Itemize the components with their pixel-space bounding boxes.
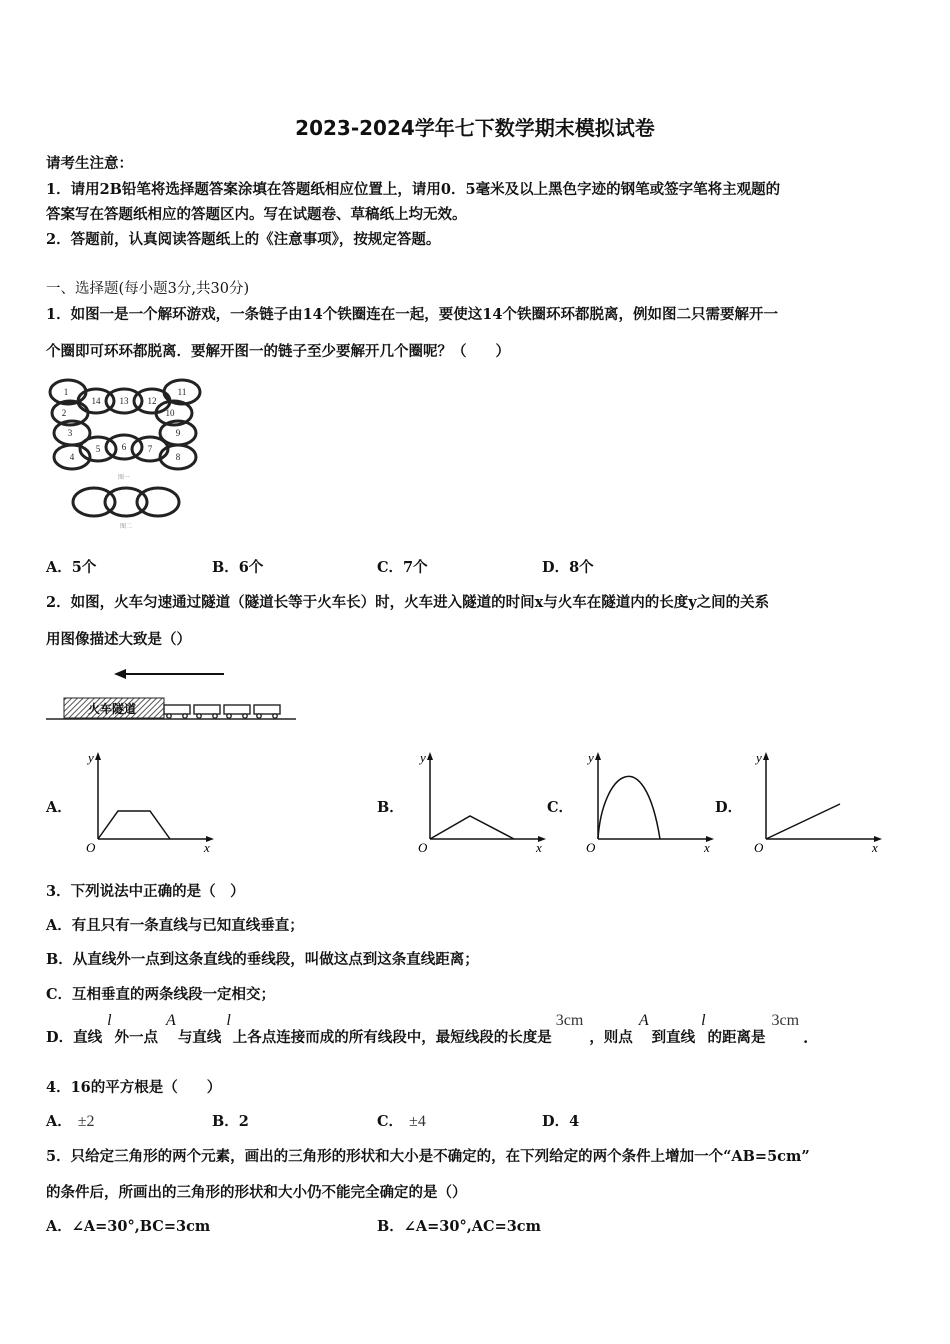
q5-option-b[interactable]: B．∠A=30°,AC=3cm — [377, 1218, 541, 1235]
q4-option-d[interactable]: D．4 — [542, 1113, 580, 1130]
ring-number: 11 — [177, 387, 187, 397]
ring-number: 3 — [67, 428, 73, 438]
q2-option-b-label[interactable]: B． — [377, 799, 404, 816]
q1-option-b[interactable]: B．6个 — [212, 559, 264, 576]
notice-line-2: 答案写在答题纸相应的答题区内。写在试题卷、草稿纸上均无效。 — [46, 206, 467, 223]
q4-option-a[interactable] — [46, 1110, 95, 1131]
axis-y-label: y — [420, 750, 426, 765]
axis-y-label: y — [88, 750, 94, 765]
d-var-a: A — [166, 1012, 176, 1029]
d-value: 3cm — [771, 1012, 800, 1029]
ring-number: 1 — [63, 387, 69, 397]
q1-stem-line-2: 个圈即可环环都脱离．要解开图一的链子至少要解开几个圈呢？（ ） — [46, 343, 510, 360]
q3-option-a[interactable]: A．有且只有一条直线与已知直线垂直； — [46, 917, 304, 934]
origin-label: O — [754, 840, 764, 855]
origin-label: O — [418, 840, 428, 855]
tunnel-label: 火车隧道 — [87, 702, 137, 716]
axis-x-label: x — [704, 840, 710, 855]
q5-option-a[interactable]: A．∠A=30°,BC=3cm — [46, 1218, 211, 1235]
d-var-a: A — [638, 1012, 649, 1029]
q3-stem: 3．下列说法中正确的是（ ） — [46, 883, 245, 900]
train-car — [194, 705, 220, 714]
ring-number: 5 — [95, 444, 101, 454]
d-part: 的距离是 — [707, 1029, 766, 1046]
q2-stem-line-2: 用图像描述大致是（） — [46, 631, 191, 648]
d-value: 3cm — [555, 1012, 584, 1029]
q2-graph-b[interactable] — [410, 744, 555, 856]
d-part: 到直线 — [651, 1029, 696, 1046]
q2-graph-c[interactable] — [578, 744, 723, 856]
ring — [137, 488, 179, 516]
axis-y-label: y — [588, 750, 594, 765]
q4-option-c-label: C． — [377, 1113, 404, 1130]
section-heading: 一、选择题(每小题3分,共30分) — [46, 281, 250, 297]
d-var-l: l — [701, 1012, 706, 1029]
fig1-caption: 图一 — [117, 475, 131, 481]
q4-option-b[interactable]: B．2 — [212, 1113, 249, 1130]
d-part: D．直线 — [46, 1029, 103, 1046]
ring-number: 4 — [69, 452, 75, 462]
q4-stem: 4．16的平方根是（ ） — [46, 1079, 222, 1096]
d-var-l: l — [226, 1012, 231, 1029]
q2-option-d-label[interactable]: D． — [715, 799, 743, 816]
q5-stem-line-2: 的条件后，所画出的三角形的形状和大小仍不能完全确定的是（） — [46, 1184, 467, 1201]
q2-graph-d[interactable] — [746, 744, 891, 856]
page-title: 2023-2024学年七下数学期末模拟试卷 — [295, 116, 655, 140]
q5-stem-line-1: 5．只给定三角形的两个元素，画出的三角形的形状和大小是不确定的，在下列给定的两个条件上增加一个“AB=5cm” — [46, 1148, 810, 1165]
q2-option-a-label[interactable]: A． — [46, 799, 72, 816]
q1-chain-figure — [44, 375, 214, 535]
ring-number: 14 — [91, 396, 101, 406]
ring-number: 8 — [175, 452, 181, 462]
origin-label: O — [586, 840, 596, 855]
graph-line — [598, 776, 660, 839]
graph-line — [98, 811, 170, 839]
ring-number: 9 — [175, 428, 181, 438]
ring-number: 13 — [119, 396, 129, 406]
q3-option-c[interactable]: C．互相垂直的两条线段一定相交； — [46, 986, 276, 1003]
q2-graph-a[interactable] — [78, 744, 223, 856]
q1-stem-line-1: 1．如图一是一个解环游戏，一条链子由14个铁圈连在一起，要使这14个铁圈环环都脱离，例如图二只需要解开一 — [46, 306, 778, 323]
train-car — [254, 705, 280, 714]
d-part: 与直线 — [177, 1029, 222, 1046]
notice-line-3: 2．答题前，认真阅读答题纸上的《注意事项》，按规定答题。 — [46, 231, 441, 248]
d-part: . — [803, 1030, 809, 1047]
ring-number: 6 — [121, 442, 127, 452]
axis-y-label: y — [756, 750, 762, 765]
q1-option-a[interactable]: A．5个 — [46, 559, 97, 576]
q1-option-c[interactable]: C．7个 — [377, 559, 428, 576]
graph-line — [766, 804, 840, 839]
axis-x-label: x — [872, 840, 878, 855]
origin-label: O — [86, 840, 96, 855]
d-var-l: l — [107, 1012, 112, 1029]
train-car — [224, 705, 250, 714]
axis-x-label: x — [204, 840, 210, 855]
q4-option-c[interactable] — [377, 1110, 426, 1131]
d-part: 上各点连接而成的所有线段中，最短线段的长度是 — [232, 1029, 552, 1046]
arrow-head — [114, 669, 126, 679]
q2-train-tunnel-figure — [44, 663, 299, 725]
q2-stem-line-1: 2．如图，火车匀速通过隧道（隧道长等于火车长）时，火车进入隧道的时间x与火车在隧道内的长度y之间的关系 — [46, 594, 770, 611]
graph-line — [430, 816, 514, 839]
d-part: 外一点 — [114, 1029, 159, 1046]
train-car — [164, 705, 190, 714]
q2-option-c-label[interactable]: C． — [547, 799, 574, 816]
ring-number: 10 — [165, 408, 175, 418]
ring-number: 7 — [147, 444, 153, 454]
notice-line-1: 1．请用2B铅笔将选择题答案涂填在答题纸相应位置上，请用0．5毫米及以上黑色字迹的钢笔或签字笔将主观题的 — [46, 181, 781, 198]
d-part: ，则点 — [589, 1029, 633, 1046]
axis-x-label: x — [536, 840, 542, 855]
q1-option-d[interactable]: D．8个 — [542, 559, 594, 576]
ring-number: 2 — [61, 408, 67, 418]
ring-number: 12 — [147, 396, 157, 406]
q4-option-a-value: ±2 — [77, 1113, 95, 1130]
notice-heading: 请考生注意： — [46, 155, 133, 172]
q4-option-a-label: A． — [46, 1113, 72, 1130]
q3-option-d[interactable] — [46, 1012, 808, 1052]
q3-option-b[interactable]: B．从直线外一点到这条直线的垂线段，叫做这点到这条直线距离； — [46, 951, 479, 968]
fig2-caption: 图二 — [119, 524, 133, 530]
q4-option-c-value: ±4 — [409, 1113, 426, 1130]
